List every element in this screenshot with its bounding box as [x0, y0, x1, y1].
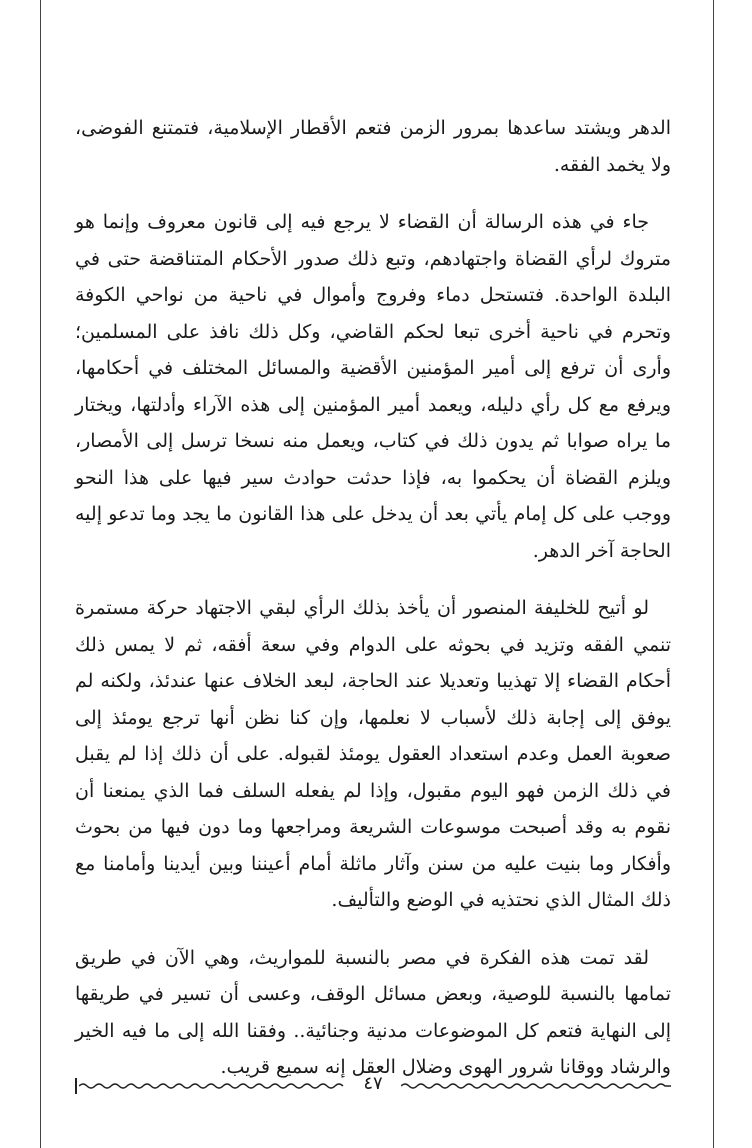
- paragraph-mansur: لو أتيح للخليفة المنصور أن يأخذ بذلك الرأي لبقي الاجتهاد حركة مستمرة تنمي الفقه وتزيد في بحوثه على الدوام وفي سعة أفقه، ثم لا يمس ذلك أحكام القضاء إلا تهذيبا وتعديلا عند الحاجة، لبعد الخلاف عنها عندئذ، ولكنه لم يوفق إلى إجابة ذلك لأسباب لا نعلمها، وإن كنا نظن أنها ترجع يومئذ إلى صعوبة العمل وعدم استعداد العقول يومئذ لقبوله. على أن ذلك إذا لم يقبل في ذلك الزمن فهو اليوم مقبول، وإذا لم يفعله السلف فما الذي يمنعنا أن نقوم به وقد أصبحت موسوعات الشريعة ومراجعها وما دون فيها من بحوث وأفكار وما بنيت عليه من سنن وآثار ماثلة أمام أعيننا وبين أيدينا وأمامنا مع ذلك المثال الذي نحتذيه في الوضع والتأليف.: [75, 597, 671, 911]
- page-number: ٤٧: [363, 1073, 383, 1094]
- book-page: [40, 0, 714, 1148]
- page-footer: [75, 1074, 671, 1098]
- paragraph-continuation: الدهر ويشتد ساعدها بمرور الزمن فتعم الأقطار الإسلامية، فتمتنع الفوضى، ولا يخمد الفقه.: [75, 117, 671, 176]
- page-body: [75, 110, 671, 1107]
- paragraph-letter: جاء في هذه الرسالة أن القضاء لا يرجع فيه إلى قانون معروف وإنما هو متروك لرأي القضاة واجتهادهم، وتبع ذلك صدور الأحكام المتناقضة حتى في البلدة الواحدة. فتستحل دماء وفروج وأموال في ناحية من نواحي الكوفة وتحرم في ناحية أخرى تبعا لحكم القاضي، وكل ذلك نافذ على المسلمين؛ وأرى أن ترفع إلى أمير المؤمنين الأقضية والمسائل المختلف في أحكامها، ويرفع مع كل رأي دليله، ويعمد أمير المؤمنين إلى هذه الآراء وأدلتها، ويختار ما يراه صوابا ثم يدون ذلك في كتاب، ويعمل منه نسخا ترسل إلى الأمصار، ويلزم القضاة أن يحكموا به، فإذا حدثت حوادث سير فيها على هذا النحو ووجب على كل إمام يأتي بعد أن يدخل على هذا القانون ما يجد وما تدعو إليه الحاجة آخر الدهر.: [75, 211, 671, 562]
- footer-wave-right: [401, 1074, 671, 1098]
- paragraph-conclusion: لقد تمت هذه الفكرة في مصر بالنسبة للمواريث، وهي الآن في طريق تمامها بالنسبة للوصية، وبعض مسائل الوقف، وعسى أن تسير في طريقها إلى النهاية فتعم كل الموضوعات مدنية وجنائية.. وفقنا الله إلى ما فيه الخير والرشاد ووقانا شرور الهوى وضلال العقل إنه سميع قريب.: [75, 946, 671, 1078]
